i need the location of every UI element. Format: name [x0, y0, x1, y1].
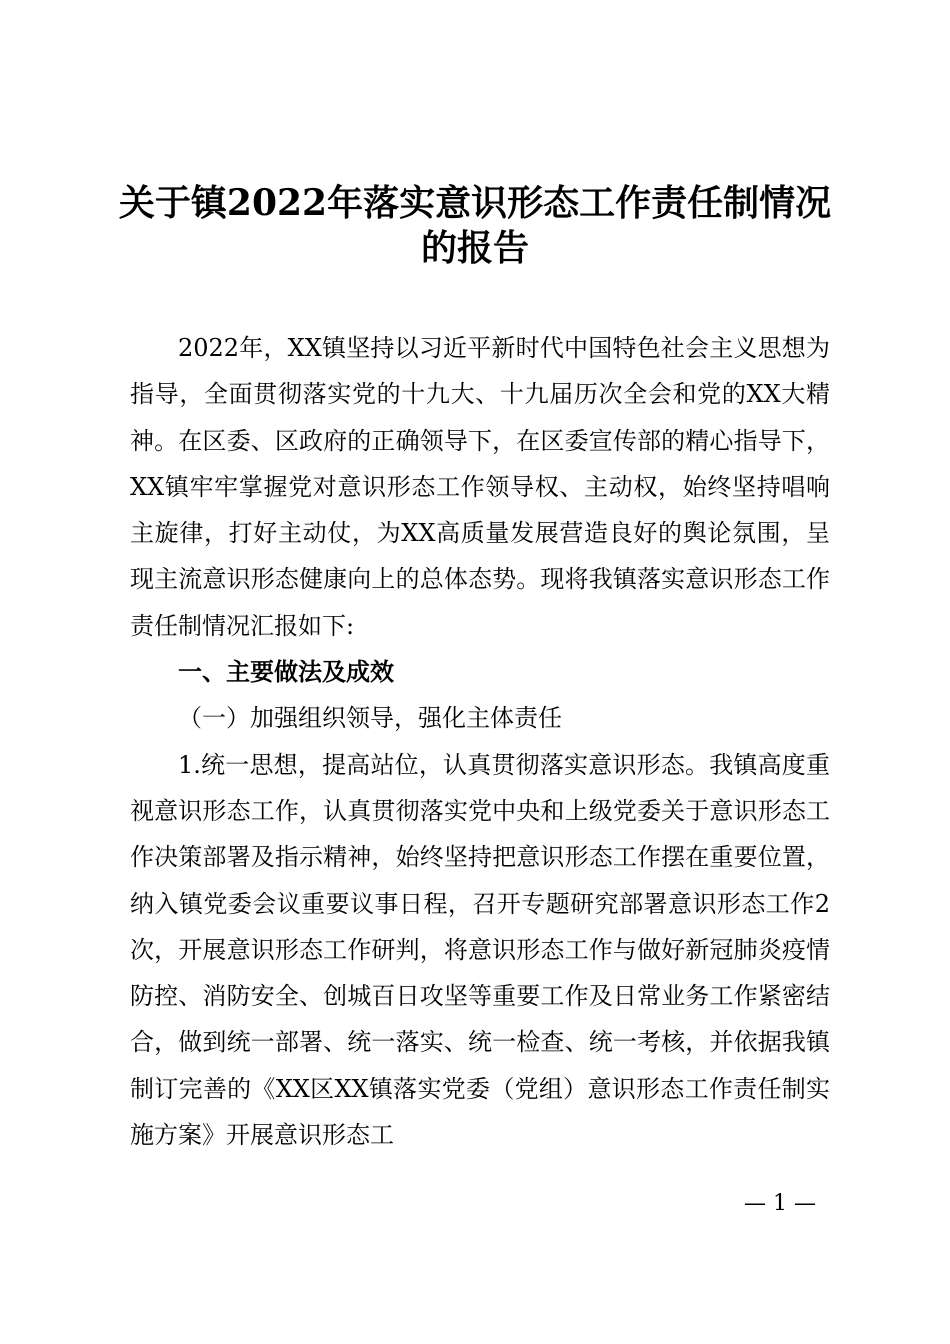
- subsection-heading: （一）加强组织领导，强化主体责任: [178, 704, 562, 733]
- document-title-line-1: 关于镇2022年落实意识形态工作责任制情况: [118, 182, 832, 224]
- body-paragraph: 1.统一思想，提高站位，认真贯彻落实意识形态。我镇高度重视意识形态工作，认真贯彻落实党中央和上级党委关于意识形态工作决策部署及指示精神，始终坚持把意识形态工作摆在重要位置，纳入镇党委会议重要议事日程，召开专题研究部署意识形态工作2次，开展意识形态工作研判，将意识形态工作与做好新冠肺炎疫情防控、消防安全、创城百日攻坚等重要工作及日常业务工作紧密结合，做到统一部署、统一落实、统一检查、统一考核，并依据我镇制订完善的《XX区XX镇落实党委（党组）意识形态工作责任制实施方案》开展意识形态工: [130, 750, 830, 1150]
- section-heading: 一、主要做法及成效: [178, 658, 394, 687]
- document-body: [130, 325, 830, 1158]
- intro-paragraph: 2022年，XX镇坚持以习近平新时代中国特色社会主义思想为指导，全面贯彻落实党的十九大、十九届历次全会和党的XX大精神。在区委、区政府的正确领导下，在区委宣传部的精心指导下，XX镇牢牢掌握党对意识形态工作领导权、主动权，始终坚持唱响主旋律，打好主动仗，为XX高质量发展营造良好的舆论氛围，呈现主流意识形态健康向上的总体态势。现将我镇落实意识形态工作责任制情况汇报如下:: [130, 334, 830, 640]
- page-number: — 1 —: [744, 1191, 816, 1216]
- document-title-line-2: 的报告: [420, 227, 529, 269]
